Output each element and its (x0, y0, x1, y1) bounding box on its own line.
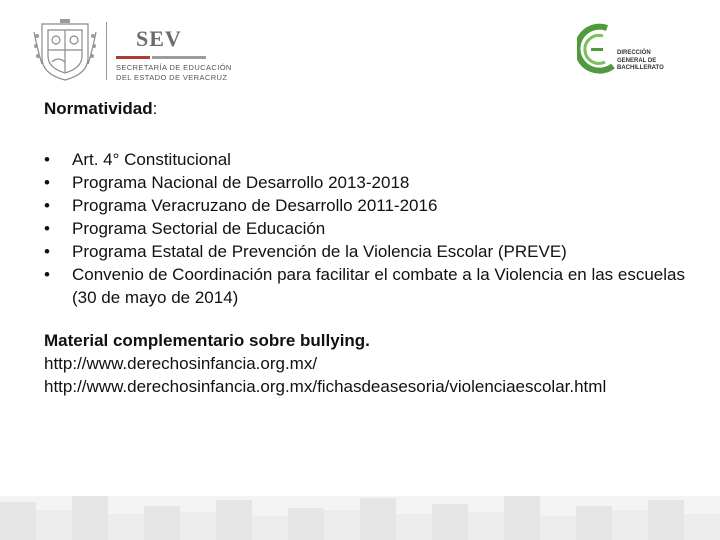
sev-grey-bar (152, 56, 206, 59)
dgb-logo-block (577, 22, 687, 80)
material-section (44, 329, 694, 398)
normatividad-list (44, 148, 694, 309)
list-item (44, 171, 694, 194)
dgb-line1: DIRECCIÓN (617, 50, 651, 56)
list-item (44, 148, 694, 171)
bullet-icon: • (44, 242, 50, 261)
bullet-icon: • (44, 150, 50, 169)
normatividad-label: Normatividad (44, 99, 153, 118)
material-title: Material complementario sobre bullying. (44, 331, 370, 350)
list-item (44, 194, 694, 217)
sev-subtitle-line1: SECRETARÍA DE EDUCACIÓN (116, 63, 232, 72)
list-item-text: Programa Veracruzano de Desarrollo 2011-2016 (72, 196, 438, 215)
footer-pattern (0, 496, 720, 540)
bullet-icon: • (44, 219, 50, 238)
sev-red-bar (116, 56, 150, 59)
state-seal-icon (32, 18, 98, 82)
bullet-icon: • (44, 265, 50, 284)
list-item (44, 217, 694, 240)
list-item (44, 240, 694, 263)
slide-header (0, 0, 720, 95)
dgb-text (617, 50, 687, 73)
list-item-text: Programa Estatal de Prevención de la Violencia Escolar (PREVE) (72, 242, 567, 261)
slide-content (44, 98, 694, 398)
normatividad-colon: : (152, 99, 158, 118)
logo-separator (106, 22, 107, 80)
url-link-2[interactable]: http://www.derechosinfancia.org.mx/fichasdeasesoria/violenciaescolar.html (44, 377, 607, 396)
list-item-text: Programa Sectorial de Educación (72, 219, 326, 238)
sev-title: SEV (136, 26, 182, 51)
list-item-text: Programa Nacional de Desarrollo 2013-2018 (72, 173, 410, 192)
list-item-text: Art. 4° Constitucional (72, 150, 231, 169)
sev-subtitle-line2: DEL ESTADO DE VERACRUZ (116, 73, 228, 82)
list-item-text: Convenio de Coordinación para facilitar el combate a la Violencia en las escuelas (30 de mayo de 2014) (72, 265, 685, 307)
bullet-icon: • (44, 196, 50, 215)
url-link-1[interactable]: http://www.derechosinfancia.org.mx/ (44, 354, 318, 373)
sev-logo-block (32, 18, 232, 84)
dgb-line3: BACHILLERATO (617, 65, 664, 71)
normatividad-heading (44, 98, 694, 120)
dgb-logo-icon (577, 22, 617, 78)
dgb-line2: GENERAL DE (617, 57, 657, 64)
bullet-icon: • (44, 173, 50, 192)
list-item (44, 263, 694, 309)
